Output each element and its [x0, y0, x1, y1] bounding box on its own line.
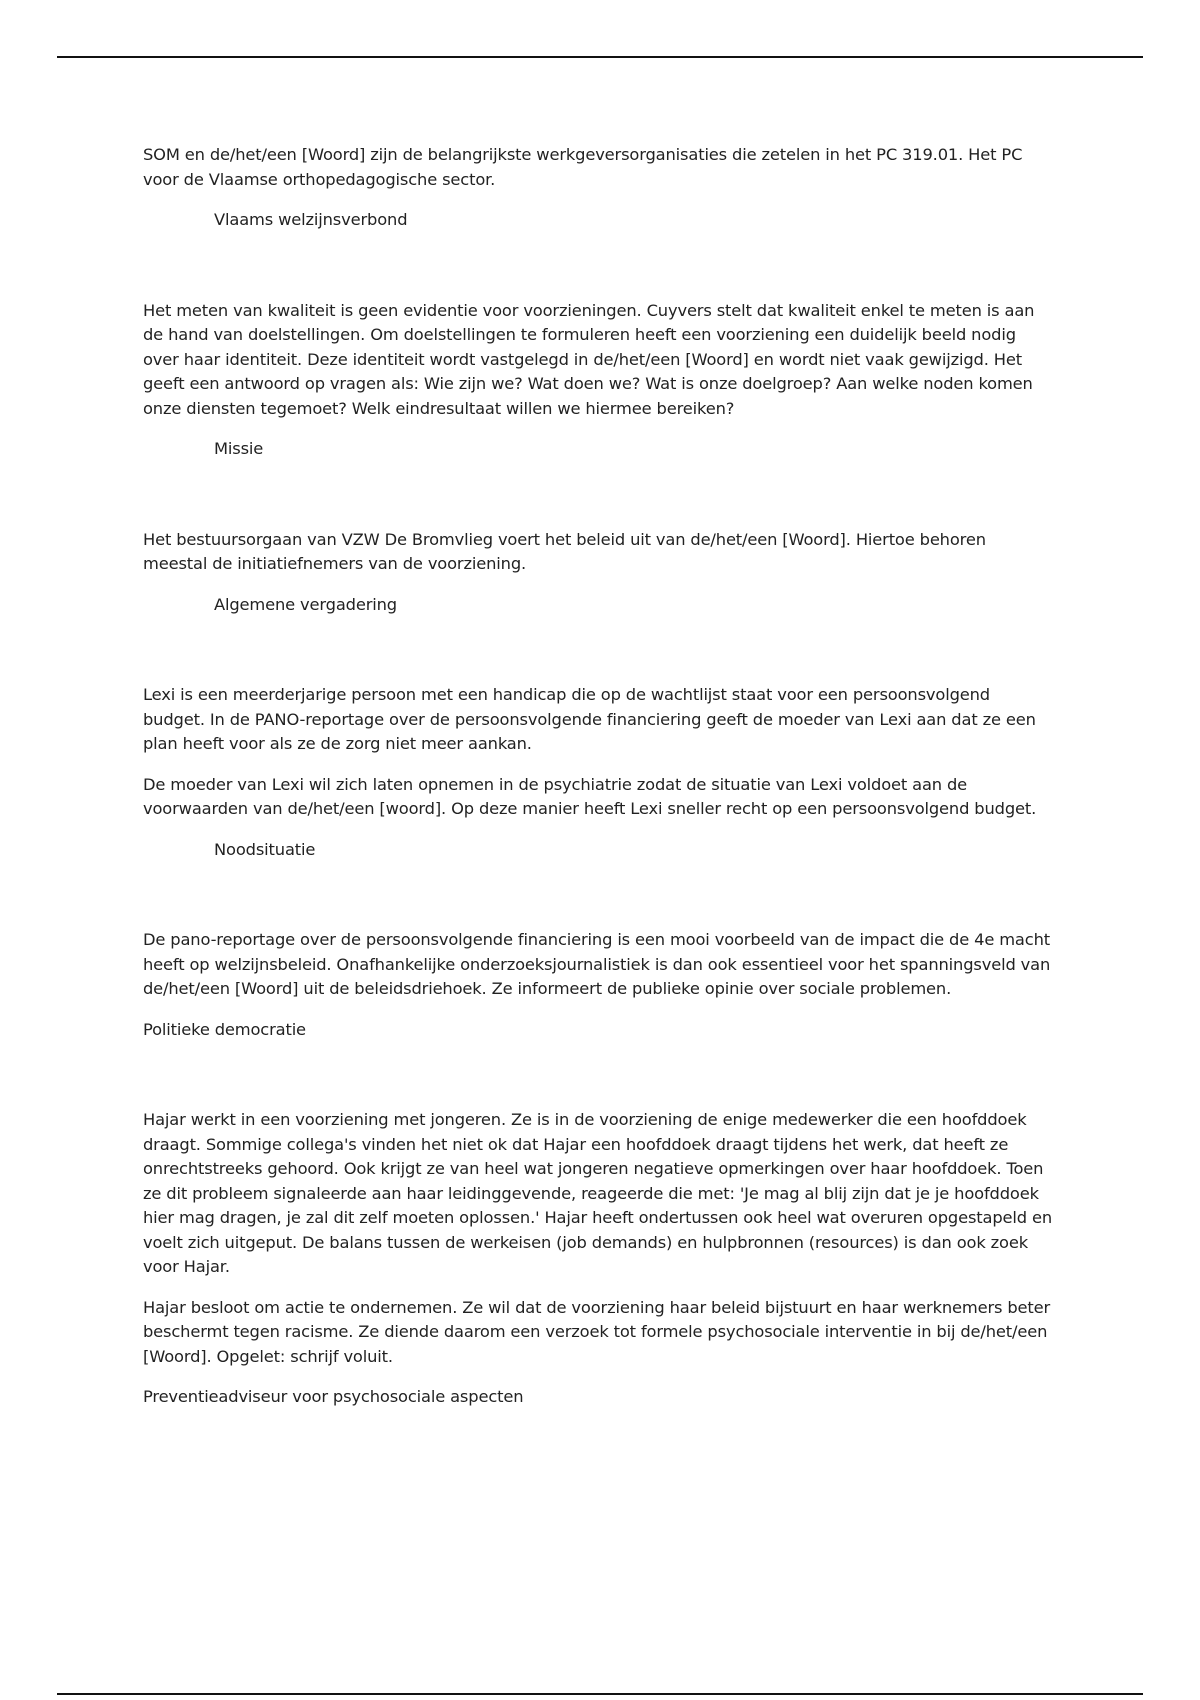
question-text: De moeder van Lexi wil zich laten opnemen in de psychiatrie zodat de situatie van Lexi voldoet aan de voorwaarden van de/het/een [woord]. Op deze manier heeft Lexi sneller recht op een persoonsvolgend budget. — [143, 774, 1037, 818]
answer-text: Noodsituatie — [214, 839, 316, 859]
question-block-3 — [143, 528, 1053, 618]
answer-text: Vlaams welzijnsverbond — [214, 210, 408, 229]
question-text: Hajar werkt in een voorziening met jongeren. Ze is in de voorziening de enige medewerker die een hoofddoek draagt. Sommige collega's vinden het niet ok dat Hajar een hoofddoek draagt tijdens het werk, dat heeft ze onrechtstreeks gehoord. Ook krijgt ze van heel wat jongeren negatieve opmerkingen over haar hoofddoek. Toen ze dit probleem signaleerde aan haar leidinggevende, reageerde die met: 'Je mag al blij zijn dat je je hoofddoek hier mag dragen, je zal dit zelf moeten oplossen.' Hajar heeft ondertussen ook heel wat overuren opgestapeld en voelt zich uitgeput. De balans tussen de werkeisen (job demands) en hulpbronnen (resources) is dan ook zoek voor Hajar. — [143, 1110, 1053, 1276]
question-text: Lexi is een meerderjarige persoon met een handicap die op de wachtlijst staat voor een persoonsvolgend budget. In de PANO-reportage over de persoonsvolgende financiering geeft de moeder van Lexi aan dat ze een plan heeft voor als ze de zorg niet meer aankan. — [143, 685, 1036, 753]
answer-text: Politieke democratie — [143, 1019, 306, 1039]
question-block-5 — [143, 928, 1053, 1042]
footer-rule — [57, 1693, 1143, 1695]
question-block-2 — [143, 299, 1053, 462]
spacer — [143, 478, 1053, 528]
question-text: Hajar besloot om actie te ondernemen. Ze wil dat de voorziening haar beleid bijstuurt en haar werknemers beter beschermt tegen racisme. Ze diende daarom een verzoek tot formele psychosociale interventie in bij de/het/een [Woord]. Opgelet: schrijf voluit. — [143, 1297, 1051, 1366]
spacer — [143, 1058, 1053, 1108]
question-text: Het bestuursorgaan van VZW De Bromvlieg voert het beleid uit van de/het/een [Woord]. Hiertoe behoren meestal de initiatiefnemers van de voorziening. — [143, 529, 986, 573]
question-text: Het meten van kwaliteit is geen evidentie voor voorzieningen. Cuyvers stelt dat kwaliteit enkel te meten is aan de hand van doelstellingen. Om doelstellingen te formuleren heeft een voorziening een duidelijk beeld nodig over haar identiteit. Deze identiteit wordt vastgelegd in de/het/een [Woord] en wordt niet vaak gewijzigd. Het geeft een antwoord op vragen als: Wie zijn we? Wat doen we? Wat is onze doelgroep? Aan welke noden komen onze diensten tegemoet? Welk eindresultaat willen we hiermee bereiken? — [143, 300, 1035, 418]
spacer — [143, 249, 1053, 299]
document-body — [143, 143, 1053, 1426]
question-block-4 — [143, 683, 1053, 862]
question-text: De pano-reportage over de persoonsvolgende financiering is een mooi voorbeeld van de impact die de 4e macht heeft op welzijnsbeleid. Onafhankelijke onderzoeksjournalistiek is dan ook essentieel voor het spanningsveld van de/het/een [Woord] uit de beleidsdriehoek. Ze informeert de publieke opinie over sociale problemen. — [143, 930, 1051, 998]
answer-text: Algemene vergadering — [214, 594, 397, 614]
spacer — [143, 633, 1053, 683]
question-block-6 — [143, 1108, 1053, 1410]
answer-text: Missie — [214, 439, 264, 458]
question-block-1 — [143, 143, 1053, 233]
answer-text: Preventieadviseur voor psychosociale aspecten — [143, 1387, 524, 1406]
header-rule — [57, 56, 1143, 58]
spacer — [143, 878, 1053, 928]
question-text: SOM en de/het/een [Woord] zijn de belangrijkste werkgeversorganisaties die zetelen in het PC 319.01. Het PC voor de Vlaamse orthopedagogische sector. — [143, 145, 1023, 189]
